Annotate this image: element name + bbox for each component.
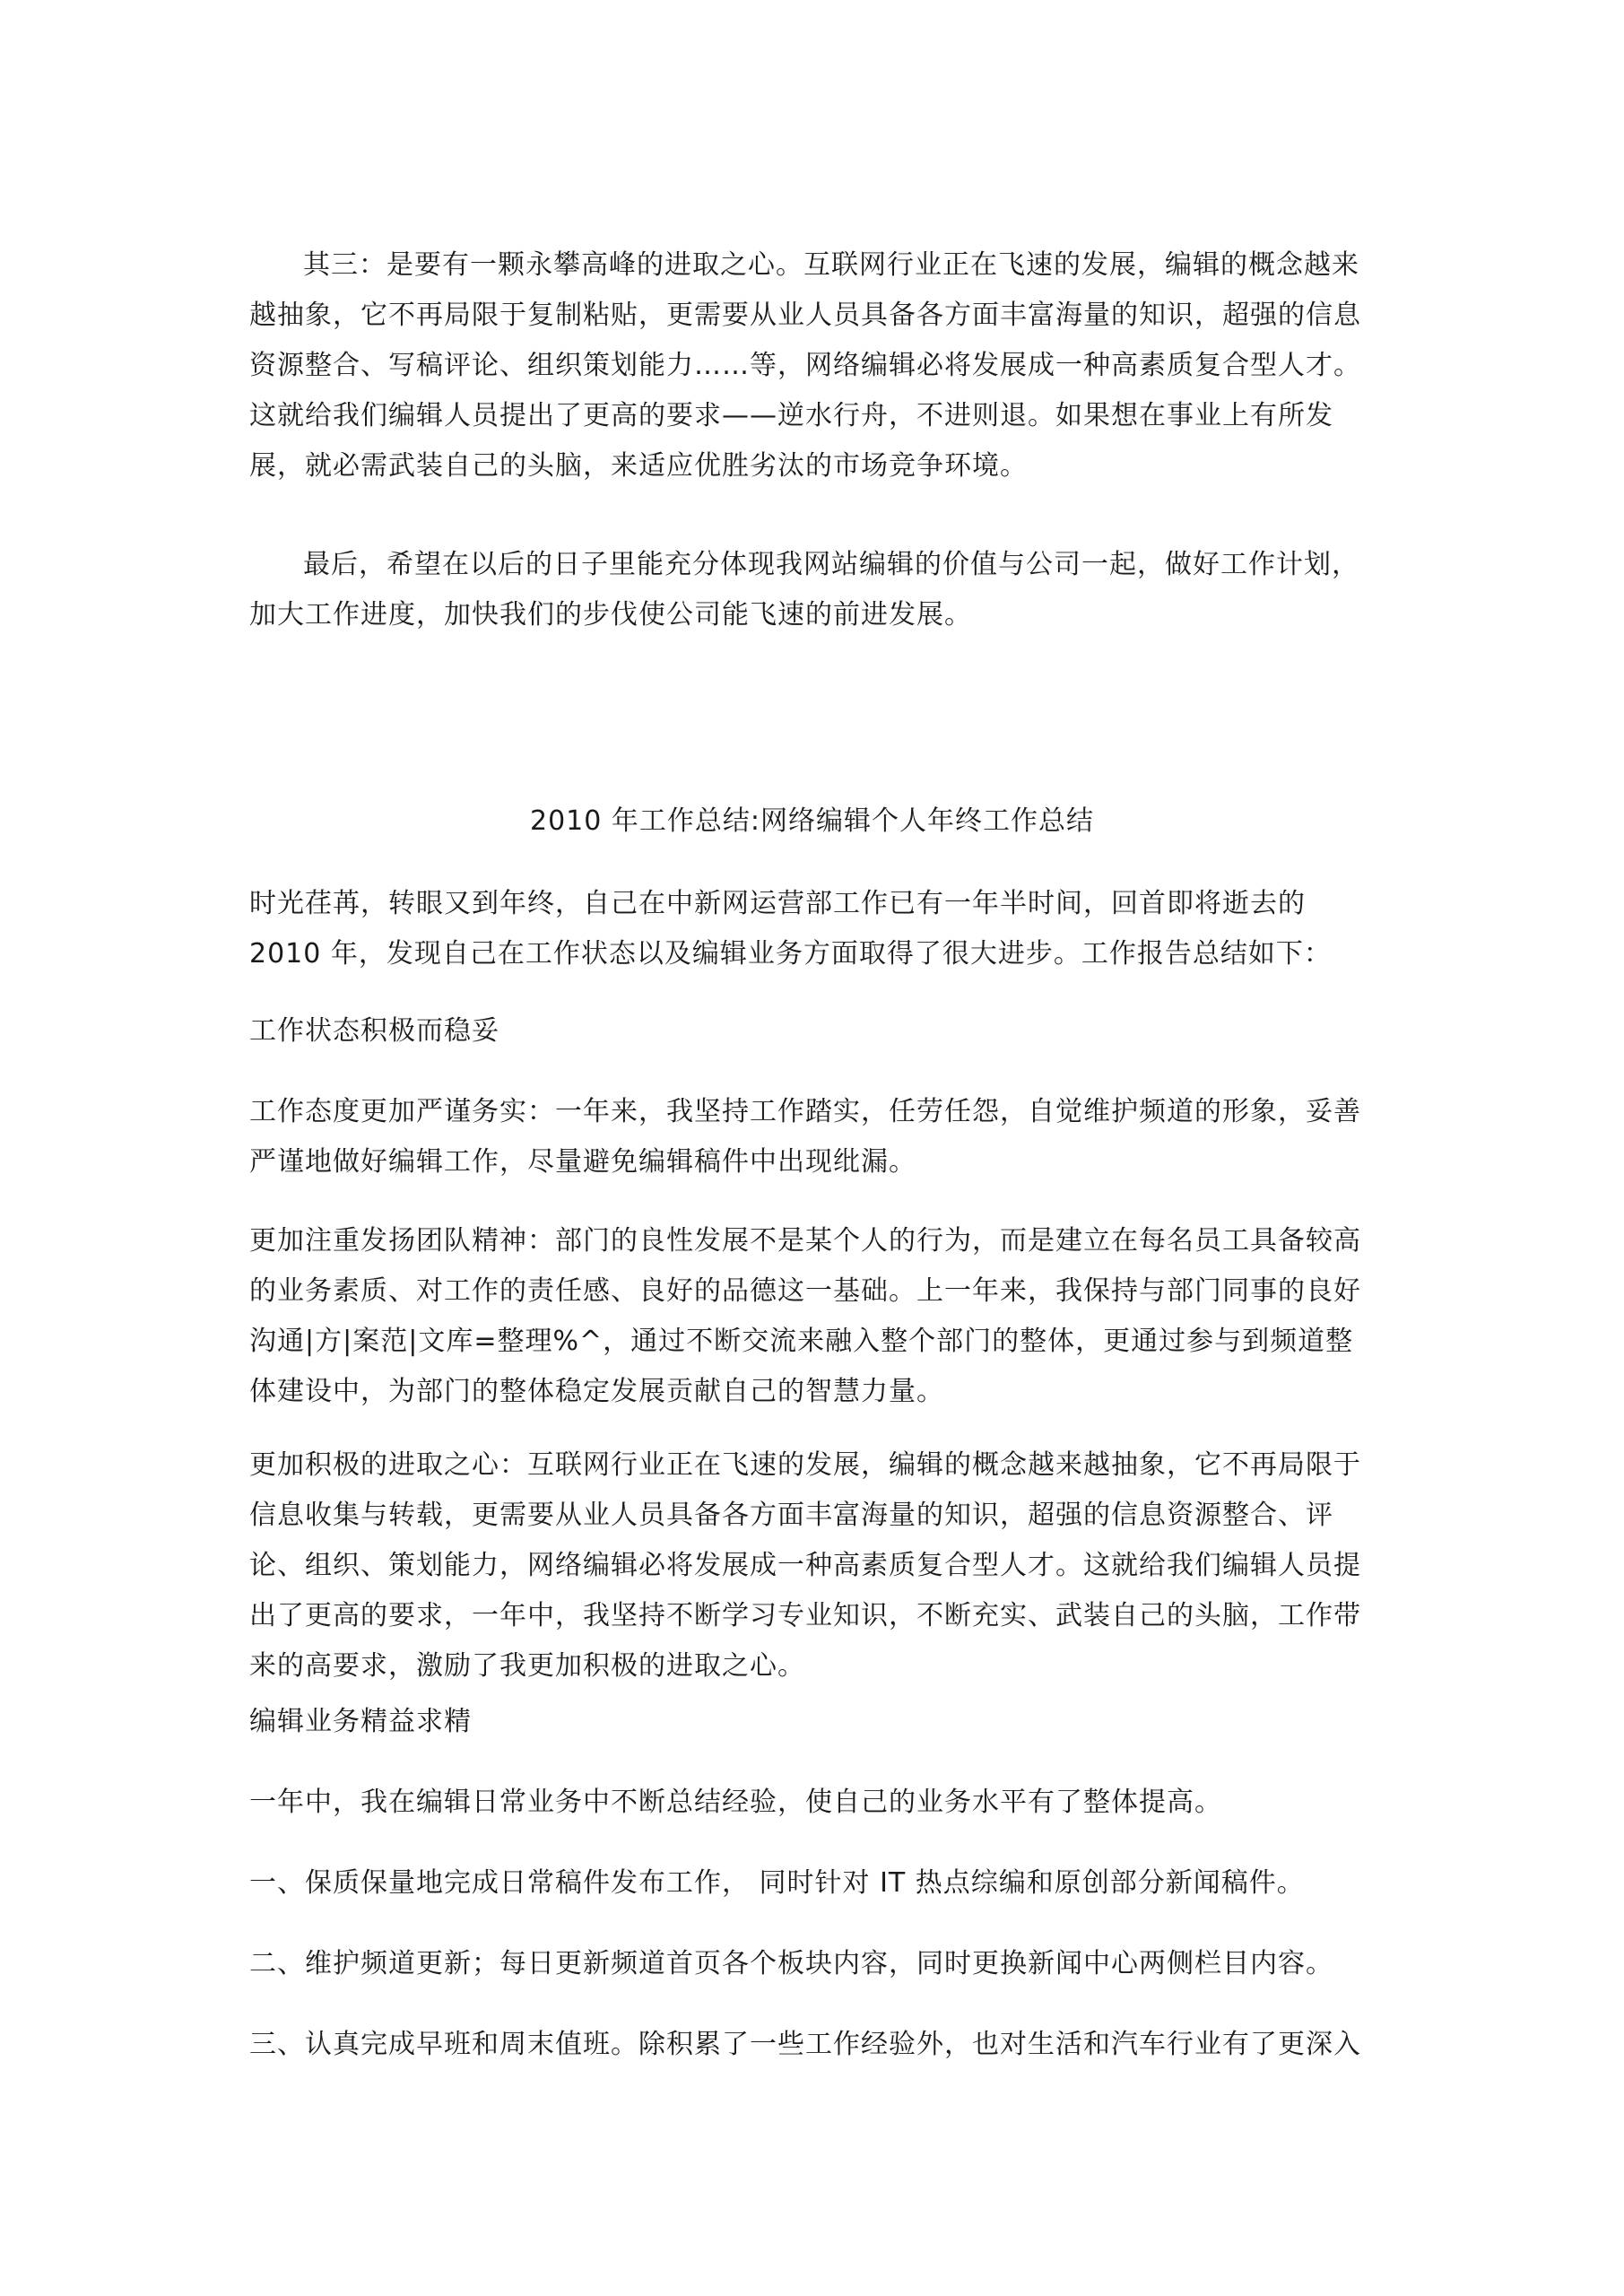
list-item-3: 三、认真完成早班和周末值班。除积累了一些工作经验外，也对生活和汽车行业有了更深入 (249, 2029, 1361, 2060)
paragraph-progress: 更加积极的进取之心：互联网行业正在飞速的发展，编辑的概念越来越抽象，它不再局限于信息收集与转载，更需要从业人员具备各方面丰富海量的知识，超强的信息资源整合、评论、组织、策划能力，网络编辑必将发展成一种高素质复合型人才。这就给我们编辑人员提出了更高的要求，一年中，我坚持不断学习专业知识，不断充实、武装自己的头脑，工作带来的高要求，激励了我更加积极的进取之心。 (249, 1449, 1361, 1682)
paragraph-year-summary: 一年中，我在编辑日常业务中不断总结经验，使自己的业务水平有了整体提高。 (249, 1787, 1222, 1818)
paragraph-work-attitude: 工作态度更加严谨务实：一年来，我坚持工作踏实，任劳任怨，自觉维护频道的形象，妥善严谨地做好编辑工作，尽量避免编辑稿件中出现纰漏。 (249, 1096, 1361, 1178)
paragraph-team-spirit: 更加注重发扬团队精神：部门的良性发展不是某个人的行为，而是建立在每名员工具备较高的业务素质、对工作的责任感、良好的品德这一基础。上一年来，我保持与部门同事的良好沟通|方|案范|文库=整理%^，通过不断交流来融入整个部门的整体，更通过参与到频道整体建设中，为部门的整体稳定发展贡献自己的智慧力量。 (249, 1225, 1361, 1407)
paragraph-conclusion: 最后，希望在以后的日子里能充分体现我网站编辑的价值与公司一起，做好工作计划，加大工作进度，加快我们的步伐使公司能飞速的前进发展。 (249, 549, 1359, 631)
section-heading-work-status: 工作状态积极而稳妥 (249, 1015, 499, 1047)
list-item-2: 二、维护频道更新；每日更新频道首页各个板块内容，同时更换新闻中心两侧栏目内容。 (249, 1948, 1333, 1979)
section-heading-editing: 编辑业务精益求精 (249, 1706, 472, 1737)
list-item-1: 一、保质保量地完成日常稿件发布工作， 同时针对 IT 热点综编和原创部分新闻稿件。 (249, 1867, 1305, 1899)
paragraph-intro: 时光荏苒，转眼又到年终，自己在中新网运营部工作已有一年半时间，回首即将逝去的 2010 年，发现自己在工作状态以及编辑业务方面取得了很大进步。工作报告总结如下： (249, 888, 1332, 970)
paragraph-ambition: 其三：是要有一颗永攀高峰的进取之心。互联网行业正在飞速的发展，编辑的概念越来越抽象，它不再局限于复制粘贴，更需要从业人员具备各方面丰富海量的知识，超强的信息资源整合、写稿评论、组织策划能力……等，网络编辑必将发展成一种高素质复合型人才。这就给我们编辑人员提出了更高的要求——逆水行舟，不进则退。如果想在事业上有所发展，就必需武装自己的头脑，来适应优胜劣汰的市场竞争环境。 (249, 249, 1361, 482)
document-title: 2010 年工作总结:网络编辑个人年终工作总结 (530, 805, 1094, 837)
